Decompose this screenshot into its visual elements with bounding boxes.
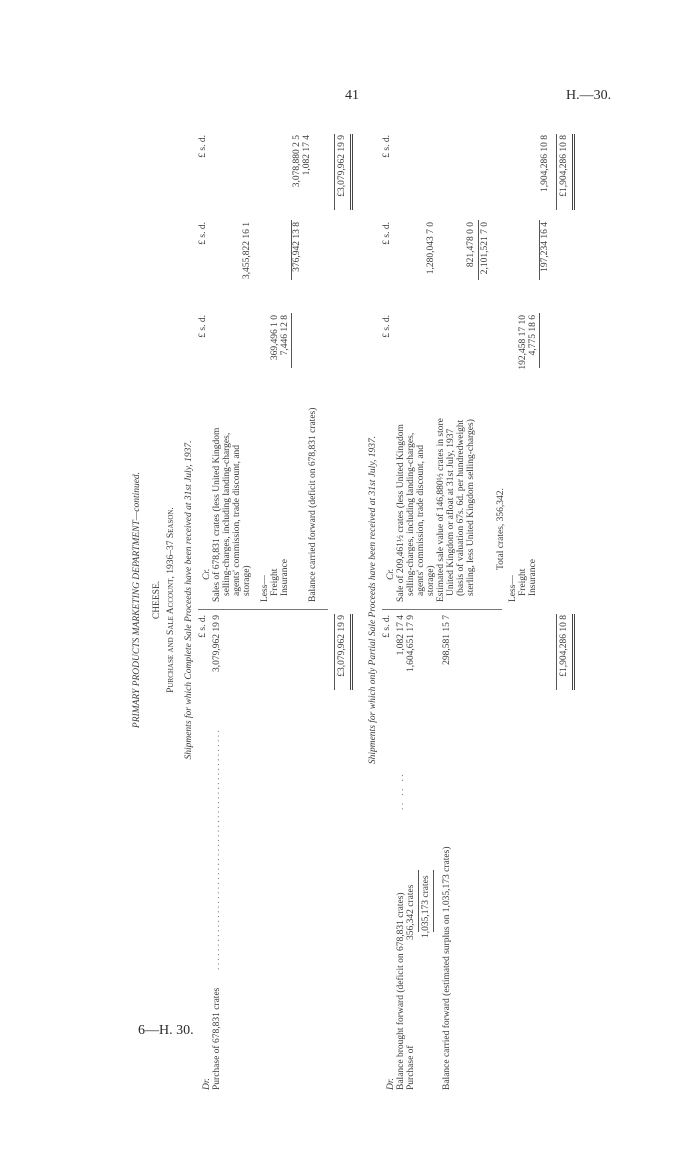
section2-cr-total: £1,904,286 10 8 [559,135,569,197]
section2-estimate-line-4: sterling, less United Kingdom selling-charges) [466,419,476,596]
page-number: 41 [345,88,359,103]
section1-dr-total: £3,079,962 19 9 [337,615,347,677]
section2-balance-cf-label: Balance carried forward (estimated surplus on 1,035,173 crates) [442,846,452,1090]
section2-estimate-line-2: United Kingdom or afloat at 31st July, 1937 [446,428,456,596]
section1-dr-total-double-rule [350,614,353,690]
section1-balance-label: Balance carried forward (deficit on 678,831 crates) [308,407,318,602]
section1-insurance-amount: 7,446 12 8 [280,315,290,356]
section2-cr-label: Cr. [386,568,396,580]
section1-dr-label: Dr. [202,1078,212,1090]
section1-cr-money-header-2: £ s. d. [198,222,208,245]
section1-sales-line-2: selling-charges, including landing-charges, [222,432,232,596]
section2-purchase-label: Purchase of [406,1045,416,1090]
rotated-account-table [90,90,590,1110]
section1-sales-line-3: agents' commission, trade discount, and [232,444,242,596]
section2-insurance-label: Insurance [528,559,538,596]
account-title: Purchase and Sale Account, 1936–37 Season. [166,507,176,693]
section2-balance-cf-amount: 298,581 15 7 [442,615,452,665]
section1-cr-money-header-1: £ s. d. [198,315,208,338]
section2-crates-total: 1,035,173 crates [421,875,431,938]
section2-net-rule [539,220,540,280]
section1-heading: Shipments for which Complete Sale Proceeds have been received at 31st July, 1937. [184,440,194,760]
section2-purchase-crates: 356,342 crates [406,884,416,940]
commodity-title: CHEESE. [152,580,162,620]
section2-dr-money-header: £ s. d. [382,615,392,638]
section2-cr-money-header-3: £ s. d. [382,135,392,158]
section1-dr-total-rule [334,614,335,690]
section2-sale-line-1: Sale of 209,461½ crates (less United Kingdom [396,424,406,602]
section1-dr-money-header: £ s. d. [198,615,208,638]
section1-cr-money-header-3: £ s. d. [198,135,208,158]
section2-sale-line-4: storage) [426,565,436,596]
section2-estimate-amount: 821,478 0 0 [466,222,476,268]
section2-cr-total-double-rule [572,134,575,210]
footer-reference: 6—H. 30. [138,1023,194,1038]
section1-divider [198,609,328,610]
section1-less-label: Less— [260,575,270,602]
section1-sales-line-1: Sales of 678,831 crates (less United Kingdom [212,427,222,602]
section2-freight-label: Freight [518,568,528,596]
section1-purchase-amount: 3,079,962 19 9 [212,615,222,672]
section2-sale-amount: 1,280,043 7 0 [426,222,436,275]
section2-less-label: Less— [508,575,518,602]
section2-crates-rule-2 [433,870,434,932]
section2-net-amount: 1,904,286 10 8 [540,135,550,192]
section2-balance-bf-amount: 1,082 17 4 [396,615,406,656]
section2-freight-amount: 192,458 17 10 [518,315,528,370]
section2-insurance-amount: 4,775 18 6 [528,315,538,356]
section2-leader-dots-1: . . . . . . [396,774,406,810]
document-reference: H.—30. [566,88,612,103]
section1-cr-total-double-rule [350,134,353,210]
section1-sales-amount: 3,455,822 16 1 [242,222,252,279]
section1-net-rule [291,220,292,280]
section2-cr-total-rule [556,134,557,210]
section1-sales-line-4: storage) [242,565,252,596]
section1-cr-total-rule [334,134,335,210]
section1-freight-amount: 369,496 1 0 [270,315,280,361]
section2-total-crates: Total crates, 356,342. [496,488,506,570]
section2-estimate-line-1: Estimated sale value of 146,880½ crates in store [436,418,446,602]
section2-crates-rule [418,870,419,932]
section1-less-total: 376,942 13 8 [292,222,302,272]
section2-balance-bf-label: Balance brought forward (deficit on 678,831 crates) [396,892,406,1090]
section2-sale-line-2: selling-charges, including landing-charges, [406,432,416,596]
section2-less-rule [539,313,540,368]
section2-less-total: 197,234 16 4 [540,222,550,272]
section2-subtotal-rule [478,220,479,280]
section1-cr-label: Cr. [202,568,212,580]
section1-less-rule [291,313,292,368]
section2-heading: Shipments for which only Partial Sale Proceeds have been received at 31st July, 1937. [368,435,378,765]
section2-purchase-amount: 1,604,651 17 9 [406,615,416,672]
section2-dr-label: Dr. [386,1078,396,1090]
section2-divider [382,609,502,610]
section2-estimate-line-3: (basis of valuation 67s. 6d. per hundredweight [456,419,466,596]
section2-cr-money-header-2: £ s. d. [382,222,392,245]
section2-dr-total-double-rule [572,614,575,690]
department-title: PRIMARY PRODUCTS MARKETING DEPARTMENT—continued. [132,471,142,729]
section2-sale-line-3: agents' commission, trade discount, and [416,444,426,596]
section1-net-amount: 3,078,880 2 5 [292,135,302,188]
section1-cr-total: £3,079,962 19 9 [337,135,347,197]
section2-dr-total: £1,904,286 10 8 [559,615,569,677]
section1-leader-dots: . . . . . . . . . . . . . . . . . . . . . . . . . . . . . . . . . . . . . . . . . . . . . . . . . . . [212,730,222,970]
section2-subtotal: 2,101,521 7 0 [480,222,490,275]
section1-balance-amount: 1,082 17 4 [302,135,312,176]
section2-dr-total-rule [556,614,557,690]
section1-freight-label: Freight [270,568,280,596]
section1-insurance-label: Insurance [280,559,290,596]
section1-purchase-label: Purchase of 678,831 crates [212,987,222,1090]
section2-cr-money-header-1: £ s. d. [382,315,392,338]
